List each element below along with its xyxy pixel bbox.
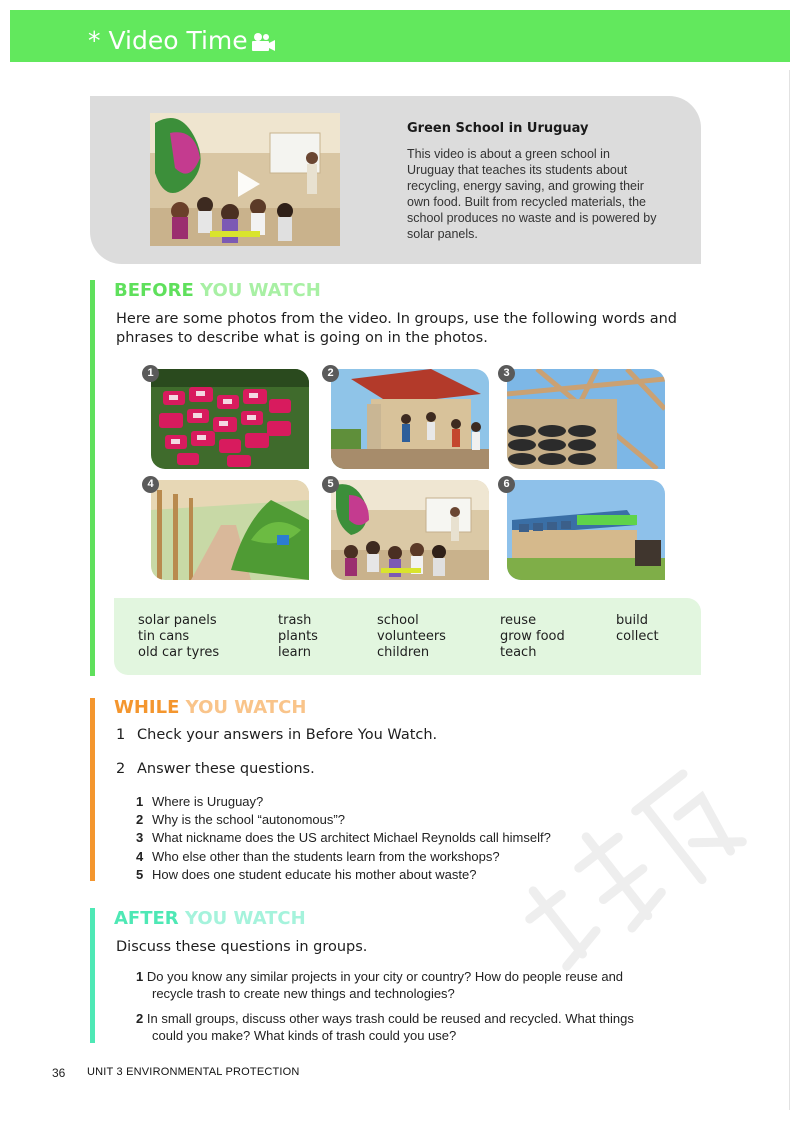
photo-number-badge: 6 <box>498 476 515 493</box>
question-list <box>136 793 551 884</box>
word-bank-column: reuse grow food teach <box>500 613 565 660</box>
before-heading: BEFORE YOU WATCH <box>114 280 321 301</box>
question-item: 3 What nickname does the US architect Michael Reynolds call himself? <box>136 830 551 846</box>
unit-title: UNIT 3 ENVIRONMENTAL PROTECTION <box>87 1066 300 1078</box>
question-item: 5 How does one student educate his mother about waste? <box>136 866 477 882</box>
video-description: This video is about a green school in Uruguay that teaches its students about recycling, energy saving, and growing their own food. Built from recycled materials, the school produces no waste and is powered by solar panels. <box>407 147 657 241</box>
discussion-item: 2 In small groups, discuss other ways trash could be reused and recycled. What things could you make? What kinds of trash could you use? <box>136 1011 634 1043</box>
photo-school-building <box>507 480 665 580</box>
before-instructions: Here are some photos from the video. In groups, use the following words and phrases to describe what is going on in the photos. <box>116 311 677 346</box>
video-title: Green School in Uruguay <box>407 121 589 136</box>
photo-number-badge: 5 <box>322 476 339 493</box>
photo-tyre-wall <box>507 369 665 469</box>
photo-number-badge: 1 <box>142 365 159 382</box>
word-bank-column: trash plants learn <box>278 613 318 660</box>
while-heading: WHILE YOU WATCH <box>114 697 307 718</box>
page-edge-rule <box>789 70 790 1110</box>
question-item: 1 Where is Uruguay? <box>136 794 264 809</box>
discussion-item: 1 Do you know any similar projects in your city or country? How do people reuse and recycle trash to create new things and technologies? <box>136 969 624 1001</box>
video-camera-icon <box>250 32 276 52</box>
play-icon[interactable] <box>236 170 262 198</box>
question-item: 2 Why is the school “autonomous”? <box>136 812 345 828</box>
photo-volunteers-building <box>331 369 489 469</box>
photo-number-badge: 2 <box>322 365 339 382</box>
photo-number-badge: 4 <box>142 476 159 493</box>
question-item: 4 Who else other than the students learn from the workshops? <box>136 848 500 864</box>
banner-title: * Video Time <box>88 26 248 55</box>
before-section-bar <box>90 280 95 676</box>
word-bank-column: solar panels tin cans old car tyres <box>138 613 220 660</box>
word-bank-column: build collect <box>616 613 659 644</box>
photo-tin-cans <box>151 369 309 469</box>
while-section-bar <box>90 698 95 881</box>
while-task: 2 Answer these questions. <box>116 761 315 777</box>
page-number: 36 <box>52 1066 66 1080</box>
photo-number-badge: 3 <box>498 365 515 382</box>
while-task: 1 Check your answers in Before You Watch. <box>116 727 438 743</box>
photo-classroom <box>331 480 489 580</box>
photo-greenhouse-corridor <box>151 480 309 580</box>
after-heading: AFTER YOU WATCH <box>114 908 306 929</box>
after-instructions: Discuss these questions in groups. <box>116 939 368 955</box>
word-bank-column: school volunteers children <box>377 613 446 660</box>
after-section-bar <box>90 908 95 1043</box>
